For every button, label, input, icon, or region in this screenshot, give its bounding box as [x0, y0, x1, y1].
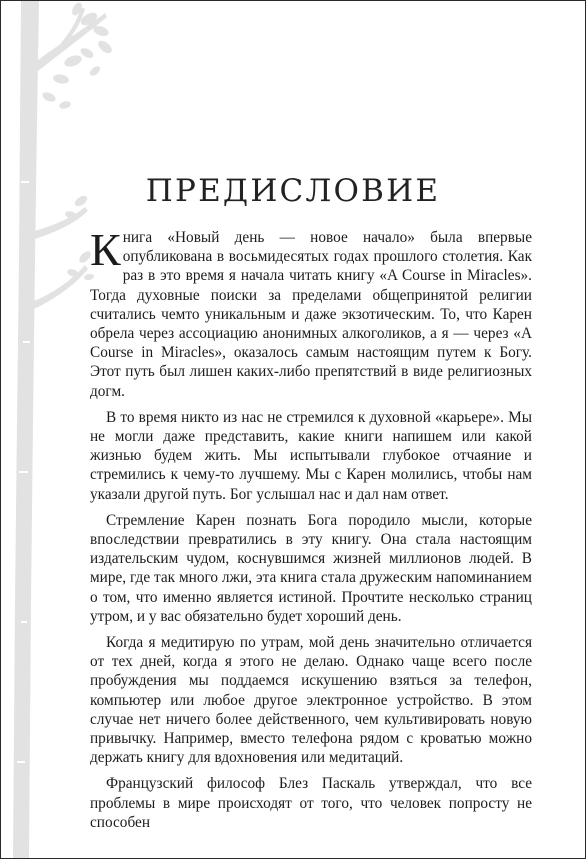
paragraph-text: нига «Новый день — новое начало» была впервые опубликована в восьмидесятых годах прошлого столетия. Как раз в это время я начала читать книгу «A Course in Miracles». Тогда духовные поиски за пределами общепринятой религии считались чемто уникальным и даже экзотическим. То, что Карен обрела через ассоциацию анонимных алкоголиков, а я — через «A Course in Miracles», оказалось самым настоящим путем к Богу. Этот путь был лишен каких-либо препятствий в виде религиозных догм.: [90, 229, 532, 400]
paragraph: В то время никто из нас не стремился к духовной «карьере». Мы не могли даже представить, какие книги напишем или какой жизнью будем жить. Мы испытывали глубокое отчаяние и стремились к чему-то лучшему. Мы с Карен молились, чтобы нам указали другой путь. Бог услышал нас и дал нам ответ.: [90, 408, 532, 503]
paragraph: Французский философ Блез Паскаль утверждал, что все проблемы в мире происходят от того, что человек попросту не способен: [90, 775, 532, 831]
chapter-title: ПРЕДИСЛОВИЕ: [145, 173, 441, 209]
paragraph: Стремление Карен познать Бога породило мысли, которые впоследствии превратились в эту книгу. Она стала настоящим издательским чудом, коснувшимся жизней миллионов людей. В мире, где так много лжи, эта книга стала дружеским напоминанием о том, что именно является истиной. Прочтите несколько страниц утром, и у вас обязательно будет хороший день.: [90, 511, 532, 625]
paragraph: [90, 224, 532, 401]
drop-cap: К: [90, 224, 121, 275]
paragraph: Когда я медитирую по утрам, мой день значительно отличается от тех дней, когда я этого не делаю. Однако чаще всего после пробуждения мы поддаемся искушению взяться за телефон, компьютер или любое другое электронное устройство. В этом случае нет ничего более действенного, чем культивировать новую привычку. Например, вместо телефона рядом с кроватью можно держать книгу для вдохновения или медитаций.: [90, 634, 532, 767]
body-text: [90, 224, 532, 839]
